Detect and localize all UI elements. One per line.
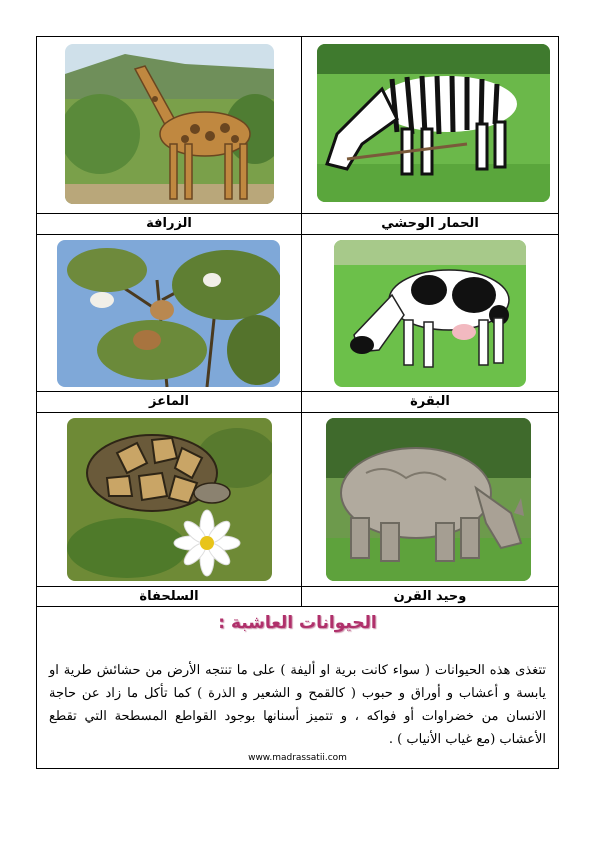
goat-label: الماعز bbox=[37, 392, 302, 413]
rhino-photo bbox=[326, 418, 531, 581]
panel-body-text: تتغذى هذه الحيوانات ( سواء كانت برية او أليفة ) على ما تنتجه الأرض من حشائش طرية او يابسة و أعشاب و أوراق و حبوب ( كالقمح و الشعير و الذرة ) كما تأكل ما زاد عن حاجة الانسان من خضراوات أو فواكه ، و تتميز أسنانها بوجود القواطع المسطحة التي تقطع الأعشاب (مع غياب الأنياب ) . bbox=[49, 663, 546, 747]
animal-grid bbox=[37, 37, 558, 607]
tortoise-cell bbox=[37, 413, 302, 587]
cow-cell bbox=[302, 235, 558, 392]
giraffe-label: الزرافة bbox=[37, 214, 302, 235]
worksheet bbox=[36, 36, 559, 769]
herbivores-info-panel bbox=[37, 607, 558, 768]
goat-cell bbox=[37, 235, 302, 392]
zebra-label: الحمار الوحشي bbox=[302, 214, 558, 235]
rhino-cell bbox=[302, 413, 558, 587]
goat-photo bbox=[57, 240, 280, 387]
tortoise-label: السلحفاة bbox=[37, 587, 302, 607]
giraffe-cell bbox=[37, 37, 302, 214]
rhino-label: وحيد القرن bbox=[302, 587, 558, 607]
website-footer: www.madrassatii.com bbox=[248, 753, 347, 763]
zebra-cell bbox=[302, 37, 558, 214]
cow-photo bbox=[334, 240, 526, 387]
panel-title: الحيوانات العاشبة : bbox=[218, 613, 377, 633]
cow-label: البقرة bbox=[302, 392, 558, 413]
tortoise-photo bbox=[67, 418, 272, 581]
giraffe-photo bbox=[65, 44, 274, 204]
zebra-photo bbox=[317, 44, 550, 202]
